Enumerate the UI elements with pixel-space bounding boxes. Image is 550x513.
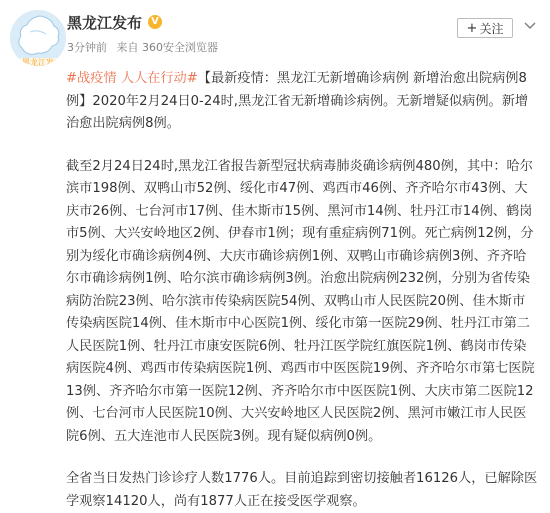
author-name[interactable]: 黑龙江发布 — [67, 13, 143, 32]
avatar[interactable] — [10, 10, 66, 66]
post-content — [66, 68, 538, 513]
follow-button[interactable] — [457, 18, 513, 38]
post-meta — [67, 39, 218, 55]
follow-button-label: 关注 — [479, 21, 504, 36]
topic-link[interactable]: #战疫情 人人在行动# — [66, 71, 198, 86]
avatar-logo-text: 黑龙江发布 — [22, 58, 62, 66]
verified-badge-icon: V — [148, 15, 162, 29]
post-paragraph-3: 全省当日发热门诊诊疗人数1776人。目前追踪到密切接触者16126人，已解除医学观察14120人，尚有1877人正在接受医学观察。 — [66, 471, 538, 509]
chevron-down-icon[interactable] — [522, 17, 538, 33]
author-row — [67, 11, 162, 33]
post-lead-paragraph — [66, 68, 538, 136]
plus-icon: + — [466, 20, 478, 36]
post-time[interactable]: 3分钟前 — [67, 41, 107, 54]
post-source: 来自 360安全浏览器 — [116, 41, 218, 54]
post-paragraph-2: 截至2月24日24时,黑龙江省报告新型冠状病毒肺炎确诊病例480例，其中：哈尔滨市198例、双鸭山市52例、绥化市47例、鸡西市46例、齐齐哈尔市43例、大庆市26例、七台河市17例、佳木斯市15例、黑河市14例、牡丹江市14例、鹤岗市5例、大兴安岭地区2例、伊春市1例；现有重症病例71例。死亡病例12例，分别为绥化市确诊病例4例、大庆市确诊病例1例、双鸭山市确诊病例3例、齐齐哈尔市确诊病例1例、哈尔滨市确诊病例3例。治愈出院病例232例，分别为省传染病防治院23例、哈尔滨市传染病医院54例、双鸭山市人民医院20例、佳木斯市传染病医院14例、佳木斯市中心医院1例、绥化市第一医院29例、牡丹江市第二人民医院1例、牡丹江市康安医院6例、牡丹江医学院红旗医院1例、鹤岗市传染病医院4例、鸡西市传染病医院1例、鸡西市中医医院19例、齐齐哈尔市第七医院13例、齐齐哈尔市第一医院12例、齐齐哈尔市中医医院1例、大庆市第二医院12例、七台河市人民医院10例、大兴安岭地区人民医院2例、黑河市嫩江市人民医院6例、五大连池市人民医院3例。现有疑似病例0例。 — [66, 158, 535, 444]
post-lead-text: 【最新疫情：黑龙江无新增确诊病例 新增治愈出院病例8例】2020年2月24日0-24时,黑龙江省无新增确诊病例。无新增疑似病例。新增治愈出院病例8例。 — [66, 71, 529, 131]
